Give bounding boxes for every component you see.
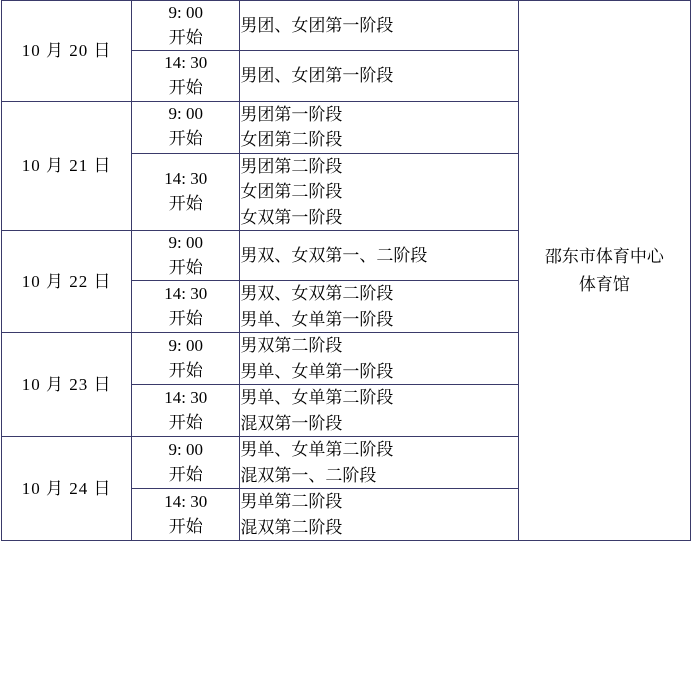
event-line: 男单第二阶段 (240, 492, 343, 512)
time-line: 14: 30 (164, 53, 208, 73)
time-line: 14: 30 (164, 388, 208, 408)
time-cell (132, 51, 240, 101)
event-line: 女团第二阶段 (240, 182, 343, 202)
time-line: 开始 (168, 77, 203, 97)
venue-line: 体育馆 (578, 274, 630, 294)
event-line: 男团第二阶段 (240, 156, 343, 176)
event-line: 男单、女单第一阶段 (240, 361, 394, 381)
time-line: 14: 30 (164, 492, 208, 512)
event-cell (240, 153, 518, 231)
event-line: 女团第二阶段 (240, 130, 343, 150)
time-line: 开始 (168, 257, 203, 277)
event-cell (240, 385, 518, 437)
event-line: 混双第一、二阶段 (240, 465, 377, 485)
time-line: 9: 00 (168, 440, 203, 460)
event-cell (240, 51, 518, 101)
time-cell (132, 101, 240, 153)
time-line: 开始 (168, 129, 203, 149)
venue-cell (518, 1, 690, 541)
time-line: 9: 00 (168, 336, 203, 356)
time-cell (132, 489, 240, 541)
event-line: 男团第一阶段 (240, 104, 343, 124)
schedule-table (1, 0, 691, 541)
time-cell (132, 385, 240, 437)
time-cell (132, 281, 240, 333)
time-line: 开始 (168, 516, 203, 536)
time-line: 开始 (168, 193, 203, 213)
time-line: 开始 (168, 464, 203, 484)
schedule-body (2, 1, 691, 541)
time-cell (132, 437, 240, 489)
event-cell (240, 101, 518, 153)
event-cell (240, 1, 518, 51)
time-cell (132, 231, 240, 281)
date-cell: 10 月 20 日 (2, 1, 132, 102)
time-cell (132, 153, 240, 231)
table-row (2, 1, 691, 51)
date-cell: 10 月 24 日 (2, 437, 132, 541)
event-cell (240, 333, 518, 385)
time-cell (132, 333, 240, 385)
date-cell: 10 月 22 日 (2, 231, 132, 333)
date-cell: 10 月 23 日 (2, 333, 132, 437)
event-cell (240, 437, 518, 489)
date-cell: 10 月 21 日 (2, 101, 132, 231)
event-line: 男单、女单第二阶段 (240, 388, 394, 408)
event-line: 男双、女双第二阶段 (240, 284, 394, 304)
time-line: 9: 00 (168, 104, 203, 124)
event-line: 混双第二阶段 (240, 517, 343, 537)
time-line: 14: 30 (164, 284, 208, 304)
event-line: 男单、女单第二阶段 (240, 440, 394, 460)
time-line: 开始 (168, 412, 203, 432)
event-line: 男团、女团第一阶段 (240, 66, 394, 86)
time-cell (132, 1, 240, 51)
event-line: 男双第二阶段 (240, 336, 343, 356)
time-line: 14: 30 (164, 169, 208, 189)
time-line: 开始 (168, 360, 203, 380)
venue-line: 邵东市体育中心 (544, 247, 664, 267)
event-line: 混双第一阶段 (240, 413, 343, 433)
event-cell (240, 489, 518, 541)
event-line: 男双、女双第一、二阶段 (240, 245, 428, 265)
event-line: 女双第一阶段 (240, 207, 343, 227)
time-line: 开始 (168, 308, 203, 328)
event-cell (240, 231, 518, 281)
time-line: 9: 00 (168, 233, 203, 253)
time-line: 开始 (168, 27, 203, 47)
event-cell (240, 281, 518, 333)
event-line: 男团、女团第一阶段 (240, 15, 394, 35)
event-line: 男单、女单第一阶段 (240, 309, 394, 329)
time-line: 9: 00 (168, 3, 203, 22)
